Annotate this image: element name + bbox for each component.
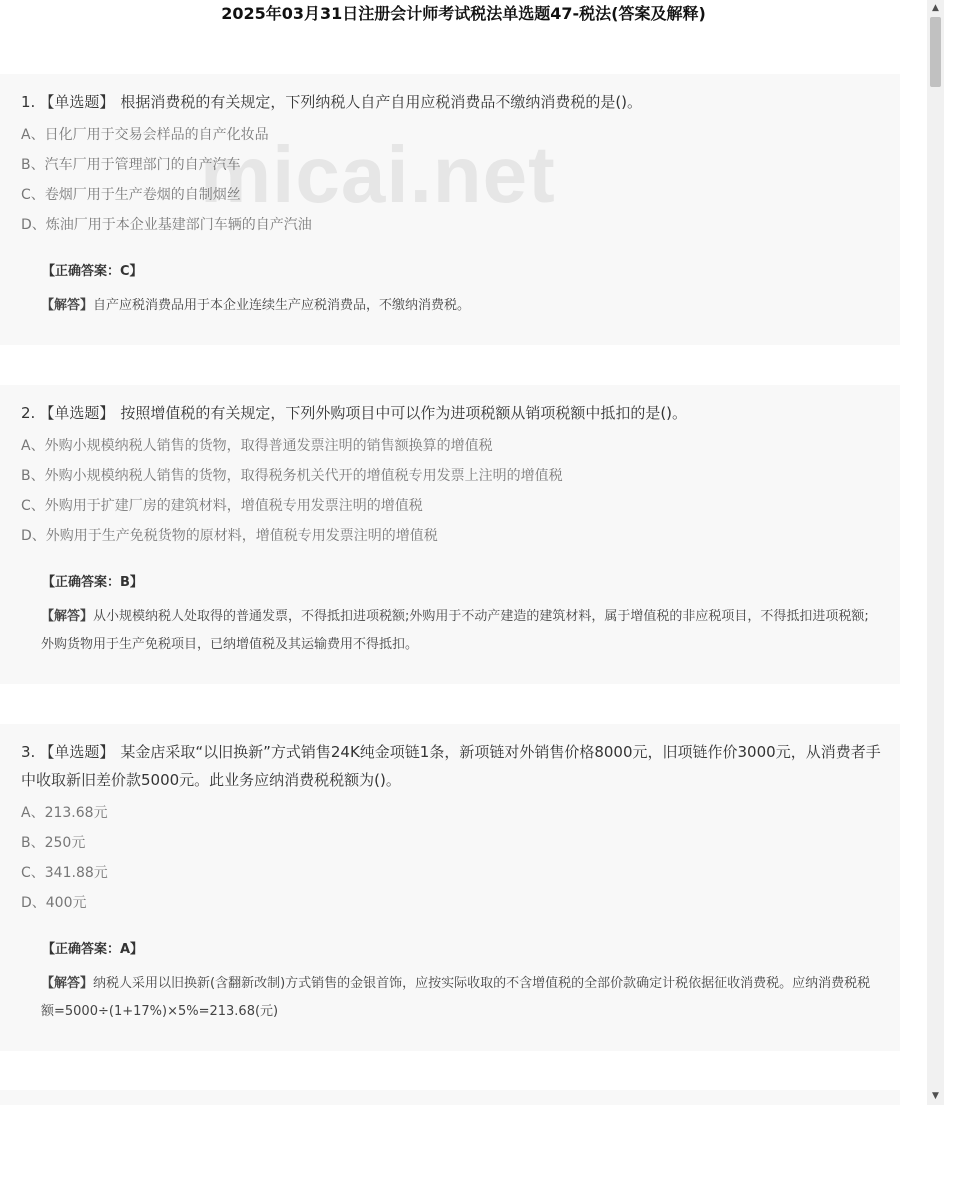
explanation [21, 603, 885, 659]
option-a[interactable]: A、日化厂用于交易会样品的自产化妆品 [21, 127, 269, 143]
option-a[interactable]: A、外购小规模纳税人销售的货物，取得普通发票注明的销售额换算的增值税 [21, 438, 493, 454]
question-type: 【单选题】 [39, 404, 115, 422]
question-number: 1. [21, 93, 36, 111]
explanation-text: 从小规模纳税人处取得的普通发票，不得抵扣进项税额;外购用于不动产建造的建筑材料，属于增值税的非应税项目，不得抵扣进项税额;外购货物用于生产免税项目，已纳增值税及其运输费用不得抵扣。 [41, 609, 869, 652]
option-d[interactable]: D、外购用于生产免税货物的原材料，增值税专用发票注明的增值税 [21, 528, 438, 544]
page-title: 2025年03月31日注册会计师考试税法单选题47-税法(答案及解释) [221, 4, 706, 23]
option-c[interactable]: C、卷烟厂用于生产卷烟的自制烟丝 [21, 187, 241, 203]
question-card-1 [0, 74, 900, 345]
correct-answer: 【正确答案：C】 [42, 264, 143, 279]
question-stem [21, 738, 885, 794]
question-number: 2. [21, 404, 36, 422]
correct-answer: 【正确答案：B】 [42, 575, 143, 590]
option-b[interactable]: B、250元 [21, 835, 86, 851]
options-list [21, 120, 885, 240]
option-a[interactable]: A、213.68元 [21, 805, 108, 821]
explanation-label: 【解答】 [41, 298, 94, 313]
option-d[interactable]: D、400元 [21, 895, 87, 911]
explanation-label: 【解答】 [41, 976, 94, 991]
option-d[interactable]: D、炼油厂用于本企业基建部门车辆的自产汽油 [21, 217, 312, 233]
option-c[interactable]: C、341.88元 [21, 865, 108, 881]
options-list [21, 798, 885, 918]
option-b[interactable]: B、外购小规模纳税人销售的货物，取得税务机关代开的增值税专用发票上注明的增值税 [21, 468, 563, 484]
scroll-down-arrow-icon[interactable]: ▼ [932, 1091, 939, 1101]
question-type: 【单选题】 [39, 743, 115, 761]
vertical-scrollbar[interactable] [927, 0, 944, 1105]
question-stem [21, 88, 885, 116]
scroll-up-arrow-icon[interactable]: ▲ [932, 3, 939, 13]
options-list [21, 431, 885, 551]
correct-answer: 【正确答案：A】 [42, 942, 144, 957]
explanation [21, 970, 885, 1026]
question-type: 【单选题】 [39, 93, 115, 111]
explanation-label: 【解答】 [41, 609, 94, 624]
question-card-3 [0, 724, 900, 1051]
option-b[interactable]: B、汽车厂用于管理部门的自产汽车 [21, 157, 241, 173]
explanation-text: 纳税人采用以旧换新(含翻新改制)方式销售的金银首饰，应按实际收取的不含增值税的全部价款确定计税依据征收消费税。应纳消费税税额=5000÷(1+17%)×5%=213.68(元) [41, 976, 871, 1019]
question-card-2 [0, 385, 900, 684]
explanation [21, 292, 885, 320]
option-c[interactable]: C、外购用于扩建厂房的建筑材料，增值税专用发票注明的增值税 [21, 498, 423, 514]
explanation-text: 自产应税消费品用于本企业连续生产应税消费品，不缴纳消费税。 [93, 298, 471, 313]
next-question-card [0, 1090, 900, 1105]
question-number: 3. [21, 743, 36, 761]
question-text: 根据消费税的有关规定，下列纳税人自产自用应税消费品不缴纳消费税的是()。 [120, 93, 643, 111]
question-text: 按照增值税的有关规定，下列外购项目中可以作为进项税额从销项税额中抵扣的是()。 [120, 404, 688, 422]
question-stem [21, 399, 885, 427]
question-text: 某金店采取“以旧换新”方式销售24K纯金项链1条，新项链对外销售价格8000元，旧项链作价3000元，从消费者手中收取新旧差价款5000元。此业务应纳消费税税额为()。 [21, 743, 881, 789]
scroll-thumb[interactable] [930, 17, 941, 87]
